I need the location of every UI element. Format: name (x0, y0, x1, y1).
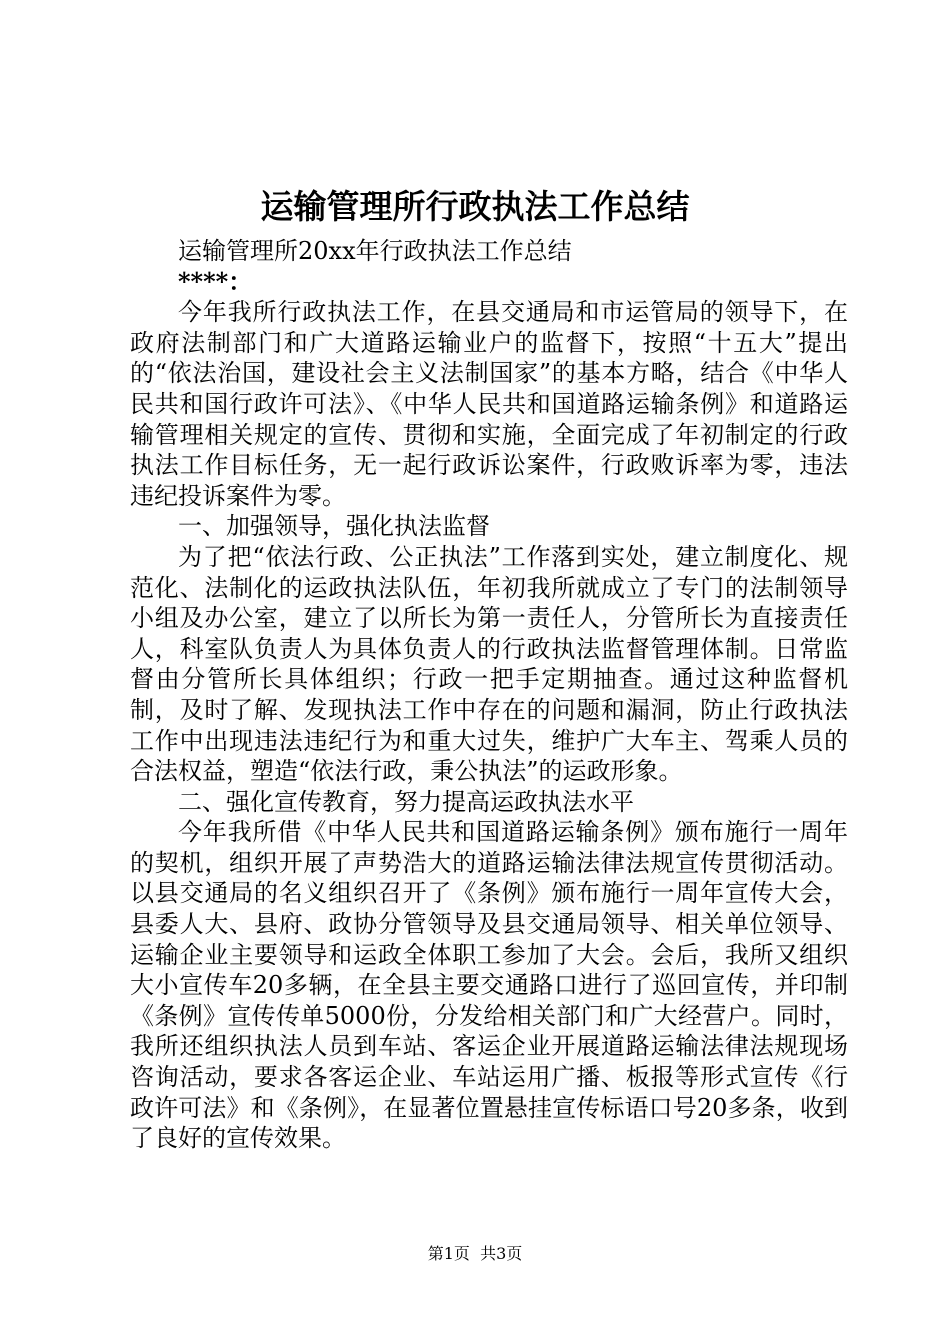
subtitle: 运输管理所20xx年行政执法工作总结 (178, 237, 572, 265)
section-heading-1: 一、加强领导，强化执法监督 (178, 512, 490, 541)
paragraph-section-2: 今年我所借《中华人民共和国道路运输条例》颁布施行一周年的契机，组织开展了声势浩大的道路运输法律法规宣传贯彻活动。以县交通局的名义组织召开了《条例》颁布施行一周年宣传大会，县委人大、县府、政协分管领导及县交通局领导、相关单位领导、运输企业主要领导和运政全体职工参加了大会。会后，我所又组织大小宣传车20多辆，在全县主要交通路口进行了巡回宣传，并印制《条例》宣传传单5000份，分发给相关部门和广大经营户。同时，我所还组织执法人员到车站、客运企业开展道路运输法律法规现场咨询活动，要求各客运企业、车站运用广播、板报等形式宣传《行政许可法》和《条例》，在显著位置悬挂宣传标语口号20多条，收到了良好的宣传效果。 (130, 818, 848, 1153)
page-footer (0, 1243, 950, 1265)
salutation: ****： (178, 266, 253, 296)
document-body (130, 236, 848, 1154)
page-number: 第1页 (427, 1244, 470, 1263)
paragraph-intro: 今年我所行政执法工作，在县交通局和市运管局的领导下，在政府法制部门和广大道路运输业户的监督下，按照“十五大”提出的“依法治国，建设社会主义法制国家”的基本方略，结合《中华人民共和国行政许可法》、《中华人民共和国道路运输条例》和道路运输管理相关规定的宣传、贯彻和实施，全面完成了年初制定的行政执法工作目标任务，无一起行政诉讼案件，行政败诉率为零，违法违纪投诉案件为零。 (130, 298, 848, 510)
paragraph-section-1: 为了把“依法行政、公正执法”工作落到实处，建立制度化、规范化、法制化的运政执法队伍，年初我所就成立了专门的法制领导小组及办公室，建立了以所长为第一责任人，分管所长为直接责任人，科室队负责人为具体负责人的行政执法监督管理体制。日常监督由分管所长具体组织；行政一把手定期抽查。通过这种监督机制，及时了解、发现执法工作中存在的问题和漏洞，防止行政执法工作中出现违法违纪行为和重大过失，维护广大车主、驾乘人员的合法权益，塑造“依法行政，秉公执法”的运政形象。 (130, 542, 848, 786)
section-heading-2: 二、强化宣传教育，努力提高运政执法水平 (178, 787, 634, 816)
document-title: 运输管理所行政执法工作总结 (260, 187, 690, 226)
page-total: 共3页 (480, 1244, 523, 1263)
